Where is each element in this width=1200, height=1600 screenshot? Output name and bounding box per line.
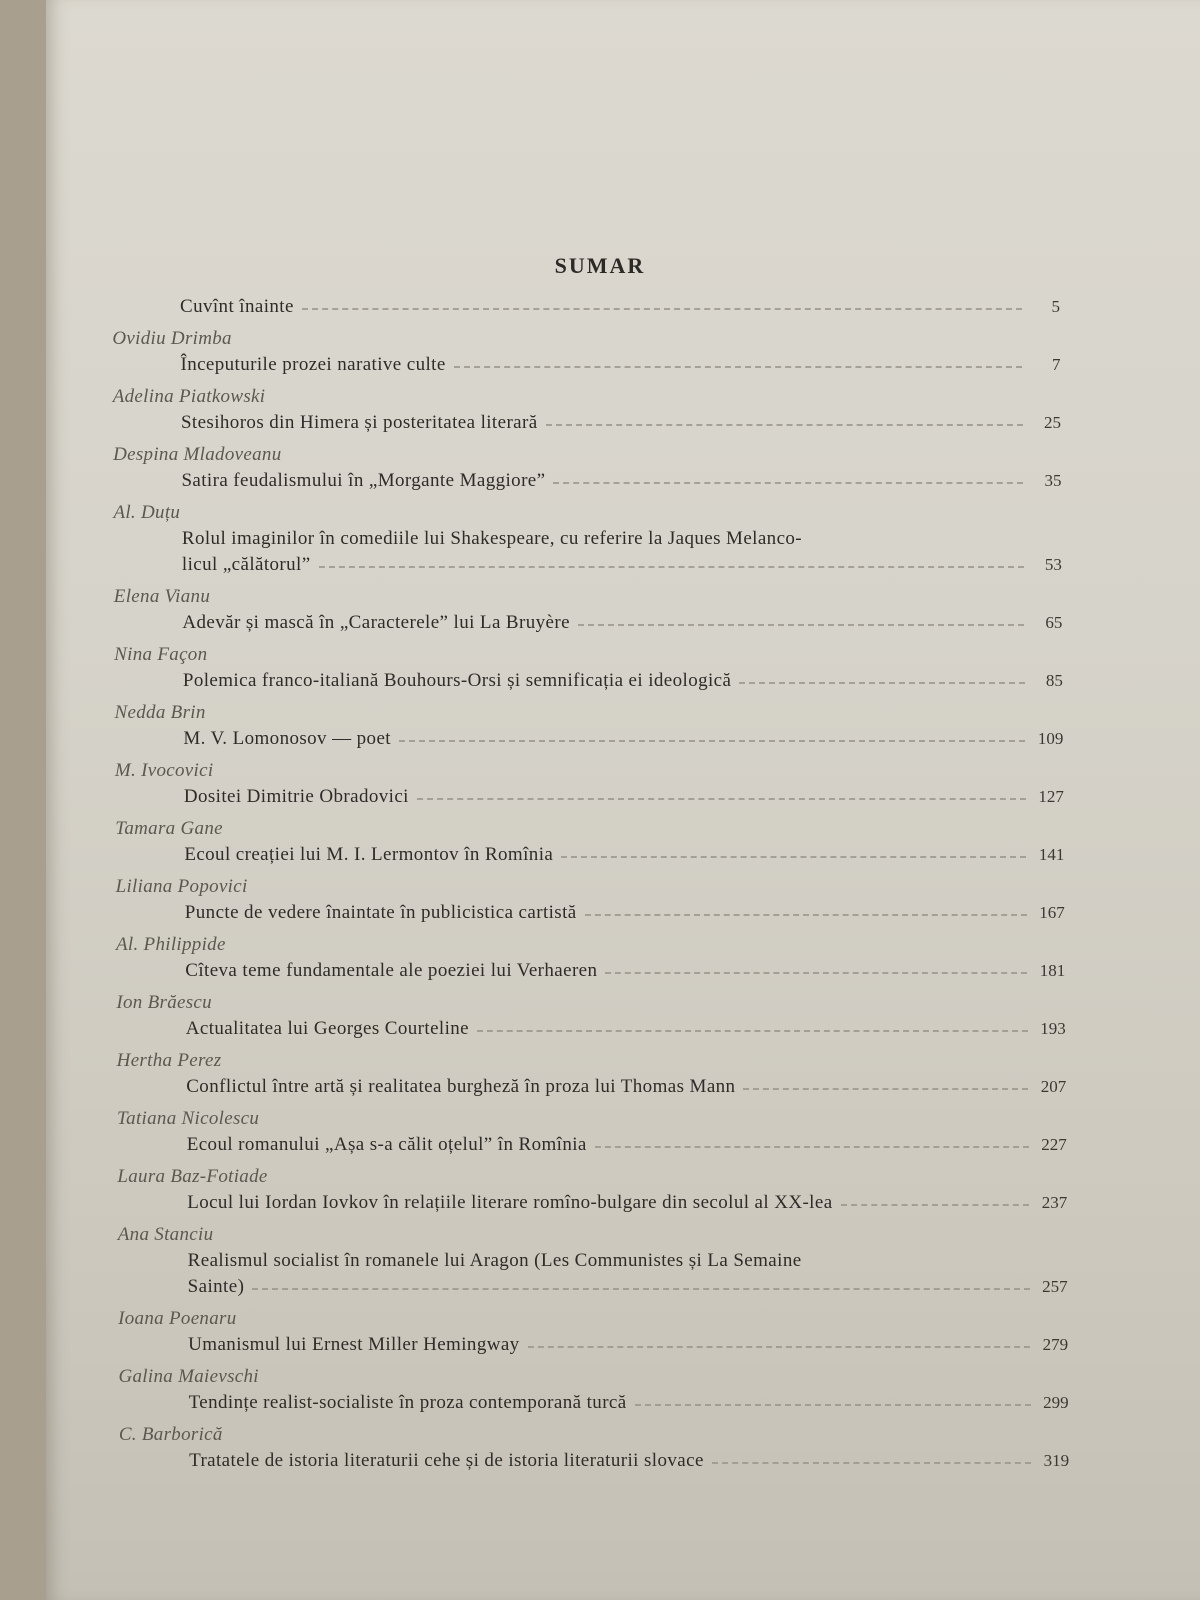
entry-author: Liliana Popovici xyxy=(115,876,248,897)
leader-dots xyxy=(454,362,1023,368)
entry-title: Adevăr și mască în „Caracterele” lui La Bruyère xyxy=(182,612,570,633)
entry-page-number: 299 xyxy=(1043,1393,1069,1412)
leader-dots xyxy=(553,478,1023,484)
leader-dots xyxy=(252,1284,1029,1290)
entry-title: Realismul socialist în romanele lui Aragon (Les Communistes și La Semaine xyxy=(187,1250,802,1271)
entry-row xyxy=(186,1076,1066,1098)
entry-row xyxy=(183,728,1063,750)
leader-dots xyxy=(595,1142,1029,1148)
entry-row xyxy=(181,470,1061,492)
entry-row xyxy=(183,670,1063,692)
leader-dots xyxy=(712,1458,1031,1464)
entry-row xyxy=(185,960,1065,982)
entry-author: Tatiana Nicolescu xyxy=(117,1108,260,1129)
leader-dots xyxy=(417,794,1026,800)
entry-page-number: 7 xyxy=(1051,355,1061,374)
leader-dots xyxy=(561,852,1026,858)
leader-dots xyxy=(319,562,1024,568)
entry-author: Tamara Gane xyxy=(115,818,223,839)
leader-dots xyxy=(585,910,1027,916)
entry-page-number: 35 xyxy=(1044,471,1062,490)
entry-row xyxy=(184,844,1064,866)
page-title: SUMAR xyxy=(554,253,646,278)
entry-row xyxy=(182,612,1062,634)
entry-title-continuation: Sainte) xyxy=(187,1276,245,1297)
entry-page-number: 181 xyxy=(1039,961,1066,980)
leader-dots xyxy=(477,1026,1028,1032)
entry-author: Ana Stanciu xyxy=(117,1224,214,1245)
entry-page-number: 85 xyxy=(1045,671,1063,690)
entry-author: Galina Maievschi xyxy=(118,1366,259,1387)
entry-row xyxy=(182,528,1062,550)
entry-row xyxy=(188,1334,1068,1356)
leader-dots xyxy=(635,1400,1031,1406)
leader-dots xyxy=(739,678,1025,684)
entry-row xyxy=(180,296,1060,318)
entry-row xyxy=(181,412,1061,434)
entry-page-number: 109 xyxy=(1037,729,1064,748)
entry-page-number: 65 xyxy=(1045,613,1063,632)
entry-author: Ion Brăescu xyxy=(116,992,212,1013)
entry-page-number: 127 xyxy=(1038,787,1064,806)
entry-author: Adelina Piatkowski xyxy=(112,386,266,407)
leader-dots xyxy=(546,420,1023,426)
entry-author: Hertha Perez xyxy=(116,1050,222,1071)
entry-page-number: 25 xyxy=(1043,413,1061,432)
entry-author: C. Barborică xyxy=(118,1424,223,1445)
leader-dots xyxy=(528,1342,1031,1348)
entry-row xyxy=(180,354,1060,376)
entry-page-number: 141 xyxy=(1038,845,1065,864)
entry-title: Începuturile prozei narative culte xyxy=(180,354,446,375)
entry-title-continuation: licul „călătorul” xyxy=(181,554,311,575)
entry-page-number: 257 xyxy=(1042,1277,1068,1296)
entry-title: Actualitatea lui Georges Courteline xyxy=(185,1018,470,1039)
entry-page-number: 227 xyxy=(1041,1135,1067,1154)
entry-page-number: 167 xyxy=(1039,903,1065,922)
entry-row xyxy=(189,1392,1069,1414)
entry-page-number: 207 xyxy=(1040,1077,1067,1096)
entry-author: Ovidiu Drimba xyxy=(112,328,232,349)
entry-title: Satira feudalismului în „Morgante Maggiore” xyxy=(181,470,546,491)
entry-author: Despina Mladoveanu xyxy=(113,444,282,465)
entry-author: M. Ivocovici xyxy=(114,760,214,781)
entry-title: Tratatele de istoria literaturii cehe și de istoria literaturii slovace xyxy=(189,1450,704,1471)
leader-dots xyxy=(841,1200,1030,1206)
entry-title: Rolul imaginilor în comediile lui Shakespeare, cu referire la Jaques Melanco- xyxy=(181,528,803,549)
entry-row xyxy=(184,786,1064,808)
entry-author: Nina Façon xyxy=(114,644,208,665)
entry-title: M. V. Lomonosov — poet xyxy=(183,728,391,749)
entry-title: Conflictul între artă și realitatea burgheză în proza lui Thomas Mann xyxy=(186,1076,736,1097)
leader-dots xyxy=(399,736,1025,742)
entry-title: Ecoul creației lui M. I. Lermontov în Romînia xyxy=(184,844,554,865)
entry-title: Polemica franco-italiană Bouhours-Orsi și semnificația ei ideologică xyxy=(182,670,732,691)
entry-title: Cuvînt înainte xyxy=(180,296,294,317)
entry-title: Locul lui Iordan Iovkov în relațiile literare romîno-bulgare din secolul al XX-lea xyxy=(187,1192,833,1213)
entry-page-number: 279 xyxy=(1042,1335,1069,1354)
entry-row xyxy=(185,902,1065,924)
entry-row xyxy=(186,1018,1066,1040)
entry-title: Stesihoros din Himera și posteritatea literară xyxy=(180,412,538,433)
entry-row-continuation xyxy=(188,1276,1068,1298)
entry-title: Tendințe realist-socialiste în proza contemporană turcă xyxy=(188,1392,627,1413)
entry-author: Al. Duțu xyxy=(113,502,181,523)
entry-row xyxy=(188,1250,1068,1272)
entry-title: Dositei Dimitrie Obradovici xyxy=(183,786,409,807)
entry-row xyxy=(187,1134,1067,1156)
leader-dots xyxy=(302,304,1022,310)
entry-page-number: 5 xyxy=(1051,297,1060,316)
entry-title: Cîteva teme fundamentale ale poeziei lui Verhaeren xyxy=(185,960,598,981)
entry-title: Umanismul lui Ernest Miller Hemingway xyxy=(188,1334,520,1355)
leader-dots xyxy=(605,968,1027,974)
entry-page-number: 53 xyxy=(1044,555,1062,574)
leader-dots xyxy=(743,1084,1028,1090)
entry-author: Elena Vianu xyxy=(113,586,211,607)
entry-title: Ecoul romanului „Așa s-a călit oțelul” în Romînia xyxy=(186,1134,587,1155)
entry-row xyxy=(187,1192,1067,1214)
entry-author: Nedda Brin xyxy=(114,702,206,723)
entry-page-number: 319 xyxy=(1043,1451,1070,1470)
entry-author: Laura Baz-Fotiade xyxy=(117,1166,268,1187)
entry-page-number: 193 xyxy=(1040,1019,1066,1038)
leader-dots xyxy=(578,620,1024,626)
entry-row-continuation xyxy=(182,554,1062,576)
entry-page-number: 237 xyxy=(1041,1193,1068,1212)
entry-row xyxy=(189,1450,1069,1472)
entry-author: Al. Philippide xyxy=(115,934,226,955)
entry-author: Ioana Poenaru xyxy=(118,1308,237,1329)
entry-title: Puncte de vedere înaintate în publicistica cartistă xyxy=(184,902,577,923)
